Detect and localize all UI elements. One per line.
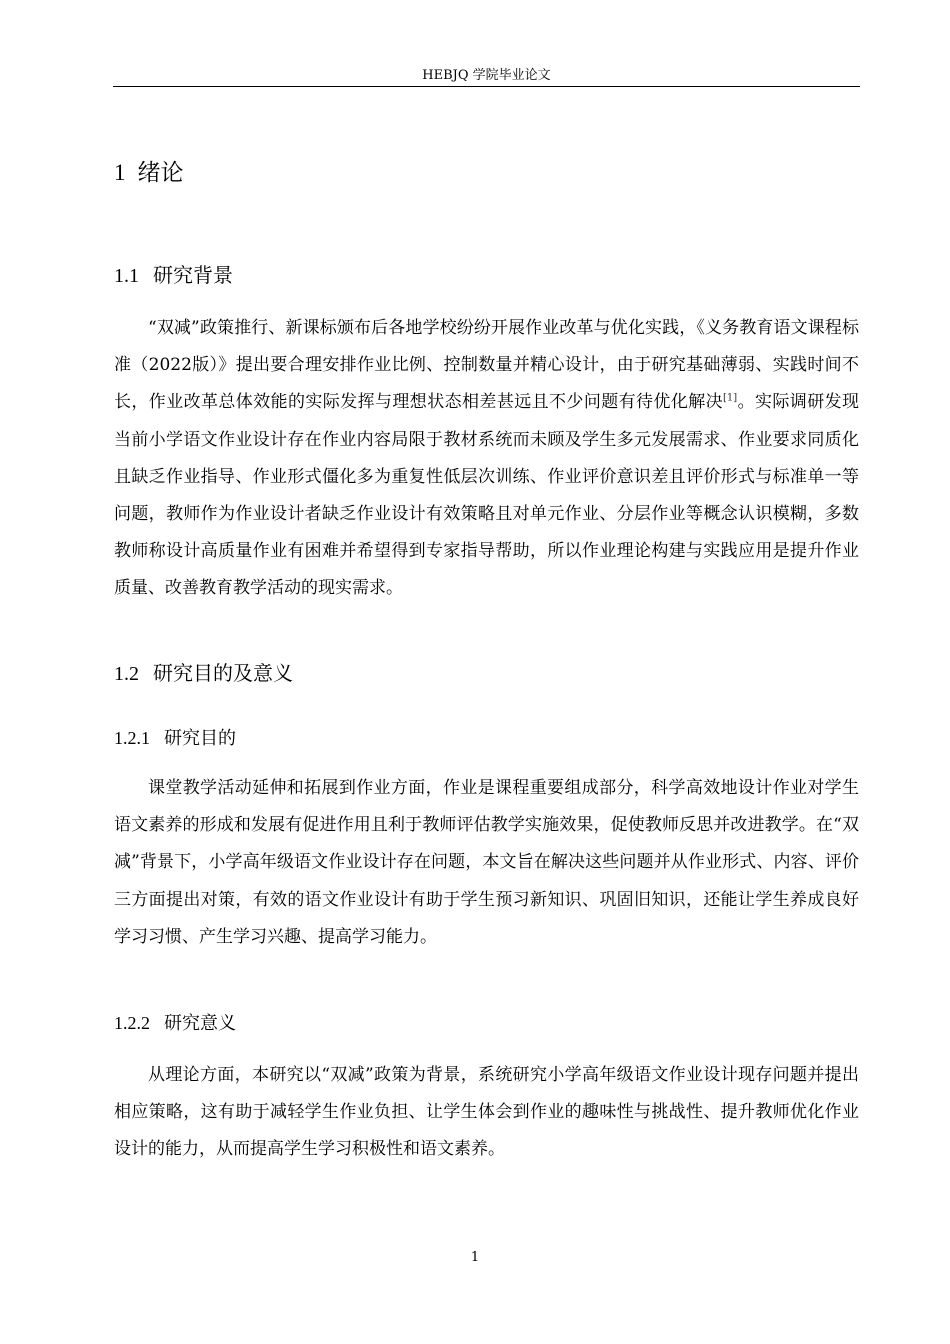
background-text-a: “双减”政策推行、新课标颁布后各地学校纷纷开展作业改革与优化实践，《义务教育语文课程标准（2022版）》提出要合理安排作业比例、控制数量并精心设计，由于研究基础薄弱、实践时间不长，作业改革总体效能的实际发挥与理想状态相差甚远且不少问题有待优化解决 <box>114 318 859 413</box>
subsection-number: 1.2.2 <box>114 1013 150 1033</box>
subsection-title: 研究目的 <box>164 728 236 749</box>
subsection-title: 研究意义 <box>164 1013 236 1034</box>
header-rule <box>113 86 860 87</box>
section-title: 研究目的及意义 <box>153 661 293 685</box>
section-number: 1.1 <box>114 265 139 287</box>
subsection-number: 1.2.1 <box>114 728 150 748</box>
chapter-number: 1 <box>114 160 126 185</box>
running-header: HEBJQ 学院毕业论文 <box>422 68 551 83</box>
background-text-b: 。实际调研发现当前小学语文作业设计存在作业内容局限于教材系统而未顾及学生多元发展需求、作业要求同质化且缺乏作业指导、作业形式僵化多为重复性低层次训练、作业评价意识差且评价形式与标准单一等问题，教师作为作业设计者缺乏作业设计有效策略且对单元作业、分层作业等概念认识模糊，多数教师称设计高质量作业有困难并希望得到专家指导帮助，所以作业理论构建与实践应用是提升作业质量、改善教育教学活动的现实需求。 <box>114 392 860 599</box>
background-paragraph <box>114 310 859 608</box>
significance-paragraph: 从理论方面，本研究以“双减”政策为背景，系统研究小学高年级语文作业设计现存问题并提出相应策略，这有助于减轻学生作业负担、让学生体会到作业的趣味性与挑战性、提升教师优化作业设计的能力，从而提高学生学习积极性和语文素养。 <box>114 1065 859 1160</box>
section-heading-1-1 <box>114 260 233 291</box>
section-title: 研究背景 <box>153 263 233 287</box>
subsection-heading-1-2-1 <box>114 724 236 753</box>
purpose-paragraph: 课堂教学活动延伸和拓展到作业方面，作业是课程重要组成部分，科学高效地设计作业对学生语文素养的形成和发展有促进作用且利于教师评估教学实施效果，促使教师反思并改进教学。在“双减”背景下，小学高年级语文作业设计存在问题，本文旨在解决这些问题并从作业形式、内容、评价三方面提出对策，有效的语文作业设计有助于学生预习新知识、巩固旧知识，还能让学生养成良好学习习惯、产生学习兴趣、提高学习能力。 <box>114 778 859 947</box>
chapter-title: 绪论 <box>137 160 184 186</box>
section-number: 1.2 <box>114 663 139 685</box>
section-heading-1-2 <box>114 658 293 689</box>
subsection-heading-1-2-2 <box>114 1009 236 1038</box>
page-number: 1 <box>470 1250 480 1265</box>
chapter-heading <box>114 156 184 190</box>
citation-ref: [1] <box>723 392 738 404</box>
